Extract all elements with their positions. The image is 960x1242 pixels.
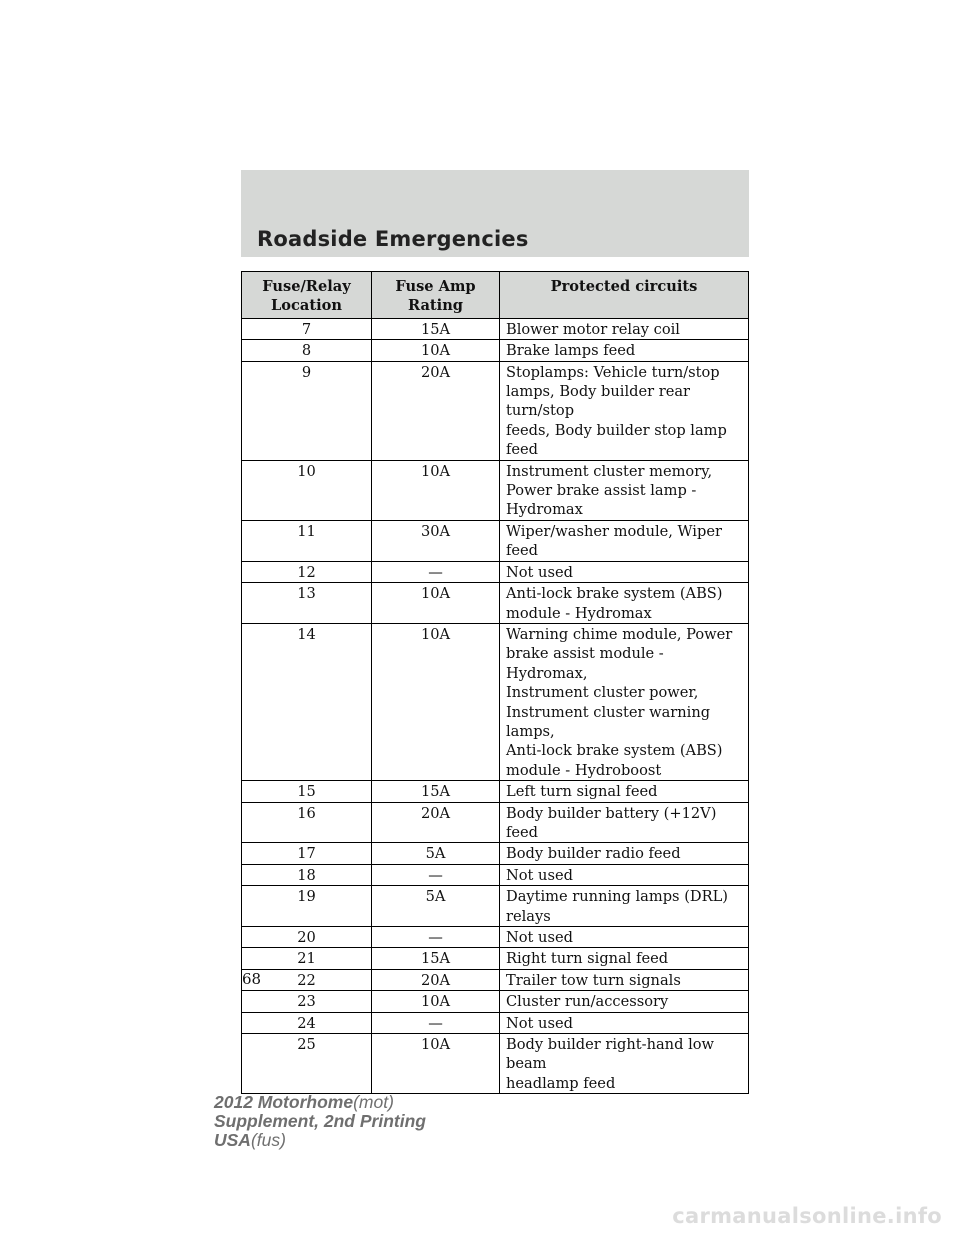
footer-market: USA bbox=[214, 1130, 251, 1150]
protected-circuits-line: module - Hydroboost bbox=[506, 761, 662, 779]
protected-circuits-cell bbox=[500, 340, 749, 361]
fuse-location-cell: 8 bbox=[242, 340, 372, 361]
watermark: carmanualsonline.info bbox=[672, 1204, 942, 1228]
fuse-location-cell: 19 bbox=[242, 886, 372, 927]
protected-circuits-line: Daytime running lamps (DRL) bbox=[506, 888, 728, 906]
protected-circuits-line: Not used bbox=[506, 563, 573, 581]
table-header-row bbox=[242, 272, 749, 319]
table-row bbox=[242, 318, 749, 339]
protected-circuits-line: Not used bbox=[506, 1014, 573, 1032]
fuse-rating-cell: — bbox=[372, 561, 500, 582]
protected-circuits-line: Not used bbox=[506, 866, 573, 884]
protected-circuits-line: Anti-lock brake system (ABS) bbox=[506, 585, 723, 603]
fuse-rating-cell: 10A bbox=[372, 623, 500, 780]
fuse-rating-cell: — bbox=[372, 864, 500, 885]
protected-circuits-line: Not used bbox=[506, 929, 573, 946]
header-rating-line: Fuse Amp bbox=[395, 278, 476, 295]
footer-model-code: (mot) bbox=[353, 1092, 394, 1112]
fuse-location-cell: 23 bbox=[242, 991, 372, 1012]
fuse-rating-cell: 15A bbox=[372, 318, 500, 339]
protected-circuits-cell bbox=[500, 1034, 749, 1094]
protected-circuits-line: Body builder radio feed bbox=[506, 845, 681, 863]
protected-circuits-line: Instrument cluster warning lamps, bbox=[506, 703, 711, 740]
header-rating-line: Rating bbox=[407, 297, 464, 315]
protected-circuits-cell bbox=[500, 886, 749, 927]
header-location bbox=[242, 272, 372, 319]
protected-circuits-cell bbox=[500, 781, 749, 802]
protected-circuits-cell bbox=[500, 583, 749, 624]
fuse-location-cell: 21 bbox=[242, 948, 372, 969]
fuse-location-cell: 15 bbox=[242, 781, 372, 802]
protected-circuits-line: feed bbox=[506, 441, 539, 459]
protected-circuits-cell bbox=[500, 318, 749, 339]
protected-circuits-line: Cluster run/accessory bbox=[506, 993, 669, 1011]
fuse-rating-cell: 10A bbox=[372, 1034, 500, 1094]
header-location-line: Location bbox=[271, 297, 342, 315]
table-row bbox=[242, 340, 749, 361]
fuse-location-cell: 12 bbox=[242, 561, 372, 582]
fuse-rating-cell: 15A bbox=[372, 948, 500, 969]
table-row bbox=[242, 460, 749, 520]
table-row bbox=[242, 1034, 749, 1094]
protected-circuits-line: Brake lamps feed bbox=[506, 342, 636, 360]
fuse-location-cell: 17 bbox=[242, 843, 372, 864]
protected-circuits-line: Instrument cluster memory, bbox=[506, 462, 713, 480]
fuse-location-cell: 24 bbox=[242, 1012, 372, 1033]
fuse-location-cell: 20 bbox=[242, 927, 372, 948]
table-row bbox=[242, 1012, 749, 1033]
fuse-rating-cell: 10A bbox=[372, 340, 500, 361]
footer-line-3 bbox=[214, 1131, 426, 1150]
fuse-rating-cell: 20A bbox=[372, 361, 500, 460]
fuse-rating-cell: 10A bbox=[372, 583, 500, 624]
fuse-rating-cell: 20A bbox=[372, 802, 500, 843]
protected-circuits-cell bbox=[500, 802, 749, 843]
fuse-location-cell: 13 bbox=[242, 583, 372, 624]
section-title: Roadside Emergencies bbox=[257, 227, 529, 251]
protected-circuits-cell bbox=[500, 520, 749, 561]
table-row bbox=[242, 927, 749, 948]
protected-circuits-line: headlamp feed bbox=[506, 1074, 616, 1092]
protected-circuits-cell bbox=[500, 460, 749, 520]
protected-circuits-line: Instrument cluster power, bbox=[506, 684, 699, 702]
footer-market-code: (fus) bbox=[250, 1130, 286, 1150]
fuse-location-cell: 7 bbox=[242, 318, 372, 339]
protected-circuits-cell bbox=[500, 561, 749, 582]
fuse-location-cell: 10 bbox=[242, 460, 372, 520]
fuse-rating-cell: 5A bbox=[372, 886, 500, 927]
section-header-band bbox=[241, 170, 749, 257]
fuse-location-cell: 16 bbox=[242, 802, 372, 843]
protected-circuits-line: Trailer tow turn signals bbox=[506, 971, 681, 989]
table-row bbox=[242, 361, 749, 460]
protected-circuits-line: Left turn signal feed bbox=[506, 783, 658, 801]
footer-model: 2012 Motorhome bbox=[214, 1092, 354, 1112]
protected-circuits-line: brake assist module - Hydromax, bbox=[506, 645, 664, 682]
fuse-rating-cell: 10A bbox=[372, 460, 500, 520]
table-row bbox=[242, 969, 749, 990]
table-row bbox=[242, 843, 749, 864]
protected-circuits-line: Blower motor relay coil bbox=[506, 320, 680, 338]
table-row bbox=[242, 623, 749, 780]
protected-circuits-cell bbox=[500, 864, 749, 885]
protected-circuits-cell bbox=[500, 623, 749, 780]
protected-circuits-line: feeds, Body builder stop lamp bbox=[506, 421, 727, 439]
fuse-location-cell: 14 bbox=[242, 623, 372, 780]
fuse-rating-cell: — bbox=[372, 1012, 500, 1033]
table-row bbox=[242, 561, 749, 582]
header-circuits bbox=[500, 272, 749, 319]
table-row bbox=[242, 948, 749, 969]
table-row bbox=[242, 802, 749, 843]
protected-circuits-line: Wiper/washer module, Wiper feed bbox=[506, 522, 722, 560]
protected-circuits-cell bbox=[500, 1012, 749, 1033]
fuse-table-body bbox=[242, 318, 749, 1093]
table-row bbox=[242, 886, 749, 927]
protected-circuits-cell bbox=[500, 991, 749, 1012]
protected-circuits-cell bbox=[500, 843, 749, 864]
fuse-rating-cell: — bbox=[372, 927, 500, 948]
footer-printing: Supplement, 2nd Printing bbox=[214, 1111, 426, 1131]
header-circuits-line: Protected circuits bbox=[550, 278, 698, 295]
fuse-rating-cell: 10A bbox=[372, 991, 500, 1012]
protected-circuits-line: relays bbox=[506, 907, 551, 925]
protected-circuits-line: Anti-lock brake system (ABS) bbox=[506, 742, 723, 760]
table-row bbox=[242, 781, 749, 802]
table-row bbox=[242, 991, 749, 1012]
protected-circuits-line: Stoplamps: Vehicle turn/stop bbox=[506, 363, 720, 381]
protected-circuits-line: module - Hydromax bbox=[506, 604, 652, 622]
protected-circuits-cell bbox=[500, 948, 749, 969]
protected-circuits-line: Warning chime module, Power bbox=[506, 625, 733, 643]
table-row bbox=[242, 864, 749, 885]
footer-line-2 bbox=[214, 1112, 426, 1131]
protected-circuits-cell bbox=[500, 927, 749, 948]
protected-circuits-line: Body builder battery (+12V) feed bbox=[506, 804, 717, 841]
fuse-rating-cell: 20A bbox=[372, 969, 500, 990]
protected-circuits-cell bbox=[500, 361, 749, 460]
header-rating bbox=[372, 272, 500, 319]
footer bbox=[214, 1093, 426, 1150]
fuse-table bbox=[241, 271, 749, 1094]
protected-circuits-line: Power brake assist lamp - bbox=[506, 482, 697, 500]
protected-circuits-cell bbox=[500, 969, 749, 990]
header-location-line: Fuse/Relay bbox=[262, 278, 351, 295]
page-number: 68 bbox=[242, 970, 262, 988]
table-row bbox=[242, 583, 749, 624]
table-row bbox=[242, 520, 749, 561]
fuse-rating-cell: 30A bbox=[372, 520, 500, 561]
fuse-location-cell: 25 bbox=[242, 1034, 372, 1094]
fuse-location-cell: 18 bbox=[242, 864, 372, 885]
fuse-rating-cell: 5A bbox=[372, 843, 500, 864]
protected-circuits-line: Right turn signal feed bbox=[506, 950, 669, 968]
fuse-rating-cell: 15A bbox=[372, 781, 500, 802]
footer-line-1 bbox=[214, 1093, 426, 1112]
fuse-location-cell: 9 bbox=[242, 361, 372, 460]
protected-circuits-line: lamps, Body builder rear turn/stop bbox=[506, 383, 691, 420]
fuse-location-cell: 22 bbox=[242, 969, 372, 990]
protected-circuits-line: Hydromax bbox=[506, 501, 583, 519]
fuse-location-cell: 11 bbox=[242, 520, 372, 561]
protected-circuits-line: Body builder right-hand low beam bbox=[506, 1036, 715, 1073]
